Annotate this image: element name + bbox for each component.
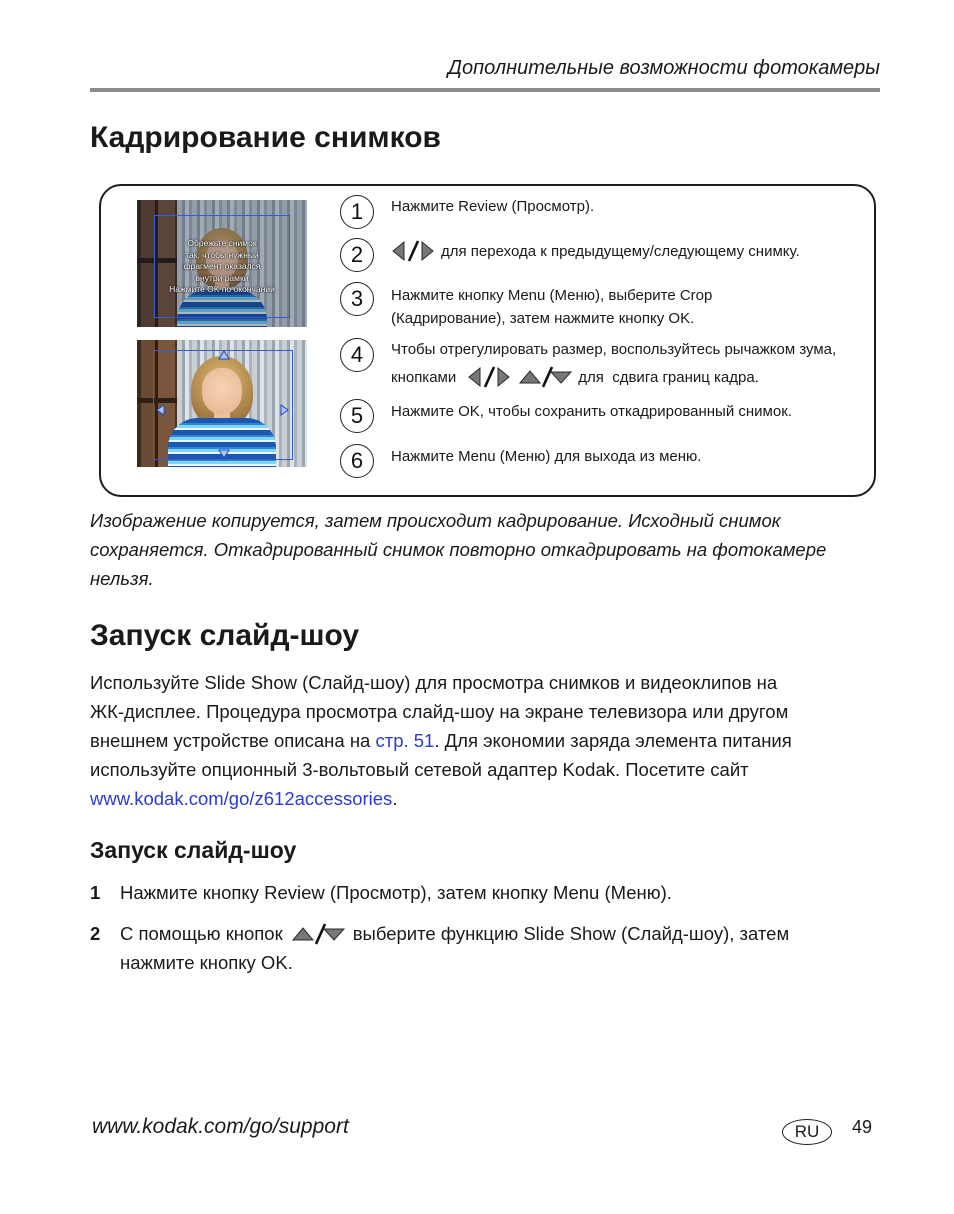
language-badge: RU [782, 1119, 832, 1145]
intro-line [90, 726, 792, 755]
crop-note-line: нельзя. [90, 568, 154, 589]
up-down-arrows-icon [291, 923, 345, 945]
header-rule [90, 88, 880, 92]
step-2-text: для перехода к предыдущему/следующему снимку. [441, 242, 800, 260]
step-number-1: 1 [340, 195, 374, 229]
step-number-3: 3 [340, 282, 374, 316]
list-item-2-line-2: нажмите кнопку OK. [120, 952, 293, 973]
step-2-row [391, 240, 800, 262]
accessories-link[interactable]: www.kodak.com/go/z612accessories [90, 788, 393, 809]
intro-line: Используйте Slide Show (Слайд-шоу) для просмотра снимков и видеоклипов на [90, 672, 778, 693]
left-right-arrows-icon [466, 366, 512, 388]
up-down-arrows-icon [518, 366, 572, 388]
support-url: www.kodak.com/go/support [92, 1115, 349, 1138]
crop-section-title: Кадрирование снимков [90, 121, 441, 154]
left-right-arrows-icon [391, 240, 435, 262]
screen-instruction-line: Обрежьте снимок [187, 238, 257, 248]
page-number: 49 [852, 1117, 873, 1137]
step-6-text: Нажмите Menu (Меню) для выхода из меню. [391, 448, 702, 465]
page-51-link[interactable]: стр. 51 [375, 730, 435, 751]
screen-instruction-line: так, чтобы нужный [185, 249, 259, 260]
list-item-1-text: Нажмите кнопку Review (Просмотр), затем кнопку Menu (Меню). [120, 882, 672, 903]
screen-instruction-text [137, 238, 307, 296]
crop-frame-arrows-icon [137, 340, 307, 467]
list-item-2-row [120, 919, 789, 948]
crop-adjust-photo [137, 340, 307, 467]
slideshow-intro [90, 668, 792, 813]
crop-note [90, 506, 826, 593]
intro-line: используйте опционный 3-вольтовый сетевой адаптер Kodak. Посетите сайт [90, 759, 749, 780]
step-number-2: 2 [340, 238, 374, 272]
step-number-5: 5 [340, 399, 374, 433]
intro-line: ЖК-дисплее. Процедура просмотра слайд-шоу на экране телевизора или другом [90, 701, 789, 722]
list-item-2-text: выберите функцию Slide Show (Слайд-шоу), затем [352, 922, 790, 944]
crop-screen-photo [137, 200, 307, 327]
intro-text: . Для экономии заряда элемента питания [434, 730, 792, 751]
screen-instruction-line: фрагмент оказался [183, 261, 261, 271]
crop-note-line: сохраняется. Откадрированный снимок повторно откадрировать на фотокамере [90, 539, 827, 560]
step-4-line-2 [391, 366, 759, 388]
step-4-buttons-label: кнопками [391, 368, 457, 386]
screen-instruction-line: внутри рамки [195, 272, 249, 283]
step-3-text [391, 284, 712, 330]
slideshow-section-title: Запуск слайд-шоу [90, 619, 360, 652]
step-4-line-1: Чтобы отрегулировать размер, воспользуйтесь рычажком зума, [391, 341, 837, 358]
running-header: Дополнительные возможности фотокамеры [447, 57, 880, 79]
step-5-text: Нажмите OK, чтобы сохранить откадрированный снимок. [391, 403, 792, 420]
step-number-6: 6 [340, 444, 374, 478]
crop-note-line: Изображение копируется, затем происходит кадрирование. Исходный снимок [90, 510, 781, 531]
intro-text: . [392, 788, 398, 809]
intro-text: внешнем устройстве описана на [90, 730, 376, 751]
step-1-text: Нажмите Review (Просмотр). [391, 198, 595, 215]
screen-instruction-line: Нажмите OK по окончании [169, 284, 275, 294]
intro-line [90, 784, 792, 813]
step-3-line: (Кадрирование), затем нажмите кнопку OK. [391, 310, 695, 327]
list-item-2-text: С помощью кнопок [120, 922, 283, 944]
slideshow-subtitle: Запуск слайд-шоу [90, 837, 297, 863]
step-number-4: 4 [340, 338, 374, 372]
list-number-2: 2 [90, 923, 101, 944]
list-number-1: 1 [90, 882, 101, 903]
step-4-text-end: для сдвига границ кадра. [578, 368, 759, 386]
step-3-line: Нажмите кнопку Menu (Меню), выберите Crop [391, 287, 713, 304]
